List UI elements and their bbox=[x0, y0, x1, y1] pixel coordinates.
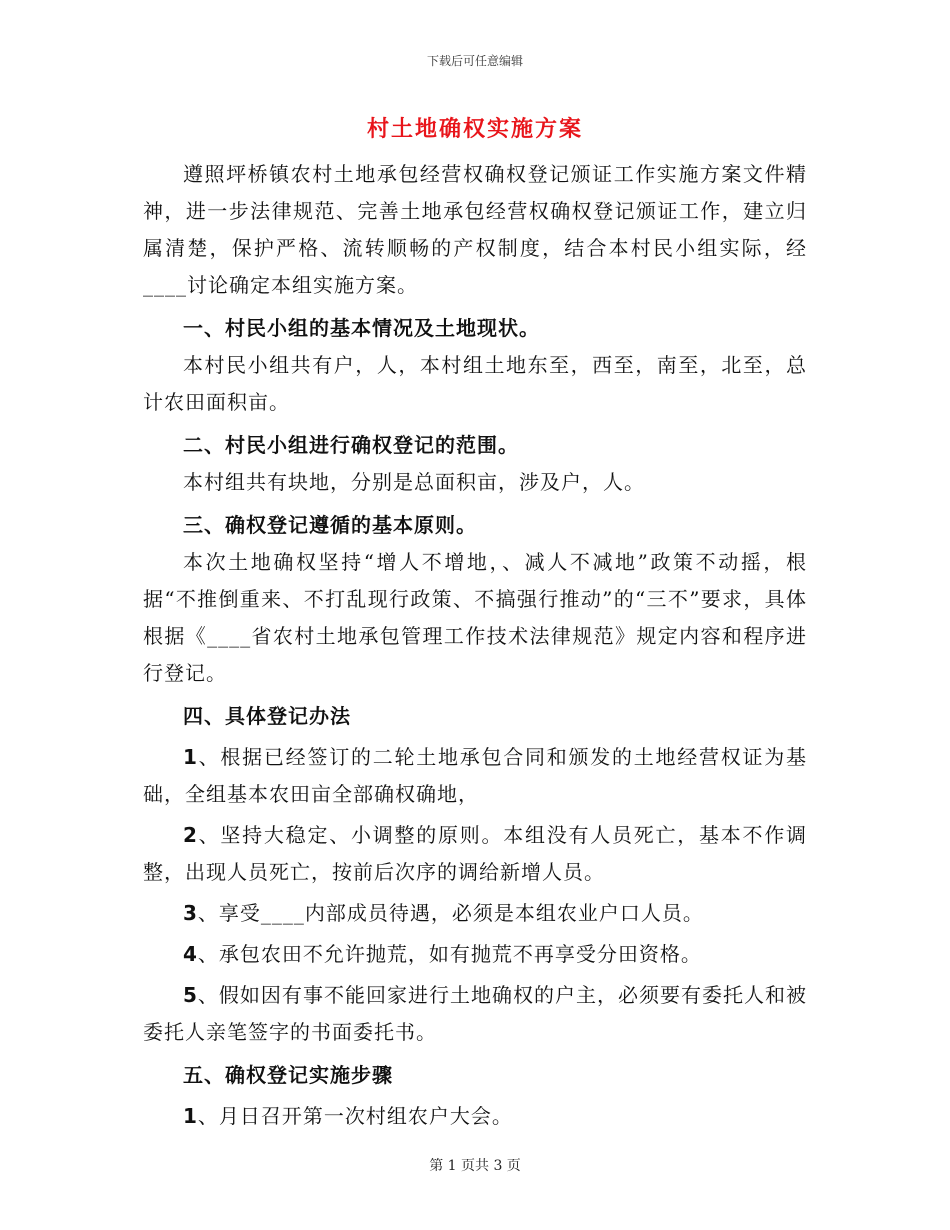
item-text: 、月日召开第一次村组农户大会。 bbox=[197, 1104, 513, 1128]
item-text: 、根据已经签订的二轮土地承包合同和颁发的土地经营权证为基础，全组基本农田亩全部确权确地， bbox=[143, 745, 807, 806]
intro-paragraph: 遵照坪桥镇农村土地承包经营权确权登记颁证工作实施方案文件精神，进一步法律规范、完善土地承包经营权确权登记颁证工作，建立归属清楚，保护严格、流转顺畅的产权制度，结合本村民小组实际，经____讨论确定本组实施方案。 bbox=[143, 162, 807, 297]
item-number: 3 bbox=[183, 901, 198, 925]
item-number: 2 bbox=[183, 823, 198, 847]
section-1-body: 本村民小组共有户，人，本村组土地东至，西至，南至，北至，总计农田面积亩。 bbox=[143, 353, 807, 414]
section-5-item-1 bbox=[143, 1098, 807, 1135]
section-2-body: 本村组共有块地，分别是总面积亩，涉及户，人。 bbox=[183, 470, 645, 494]
section-4-item-4 bbox=[143, 936, 807, 973]
item-number: 5 bbox=[183, 983, 198, 1007]
section-5-heading: 五、确权登记实施步骤 bbox=[183, 1063, 393, 1087]
section-4-item-2 bbox=[143, 817, 807, 891]
page-header: 下载后可任意编辑 bbox=[426, 54, 523, 68]
item-number: 1 bbox=[183, 745, 198, 769]
section-2-heading: 二、村民小组进行确权登记的范围。 bbox=[183, 433, 519, 457]
item-number: 4 bbox=[183, 942, 198, 966]
document-title: 村土地确权实施方案 bbox=[366, 116, 583, 142]
section-3-heading: 三、确权登记遵循的基本原则。 bbox=[183, 513, 477, 537]
section-1-heading: 一、村民小组的基本情况及土地现状。 bbox=[183, 316, 540, 340]
document-body bbox=[143, 112, 807, 1135]
item-text: 、承包农田不允许抛荒，如有抛荒不再享受分田资格。 bbox=[197, 942, 702, 966]
section-4-item-1 bbox=[143, 739, 807, 813]
section-3-body: 本次土地确权坚持“增人不增地，、减人不减地”政策不动摇，根据“不推倒重来、不打乱现行政策、不搞强行推动”的“三不”要求，具体根据《____省农村土地承包管理工作技术法律规范》规定内容和程序进行登记。 bbox=[143, 550, 807, 685]
section-4-heading: 四、具体登记办法 bbox=[183, 704, 351, 728]
item-text: 、享受____内部成员待遇，必须是本组农业户口人员。 bbox=[197, 901, 704, 925]
item-text: 、坚持大稳定、小调整的原则。本组没有人员死亡，基本不作调整，出现人员死亡，按前后次序的调给新增人员。 bbox=[143, 823, 807, 884]
item-number: 1 bbox=[183, 1104, 198, 1128]
item-text: 、假如因有事不能回家进行土地确权的户主，必须要有委托人和被委托人亲笔签字的书面委托书。 bbox=[143, 983, 807, 1044]
section-4-item-5 bbox=[143, 977, 807, 1051]
section-4-item-3 bbox=[143, 895, 807, 932]
page-footer: 第 1 页共 3 页 bbox=[429, 1158, 521, 1174]
